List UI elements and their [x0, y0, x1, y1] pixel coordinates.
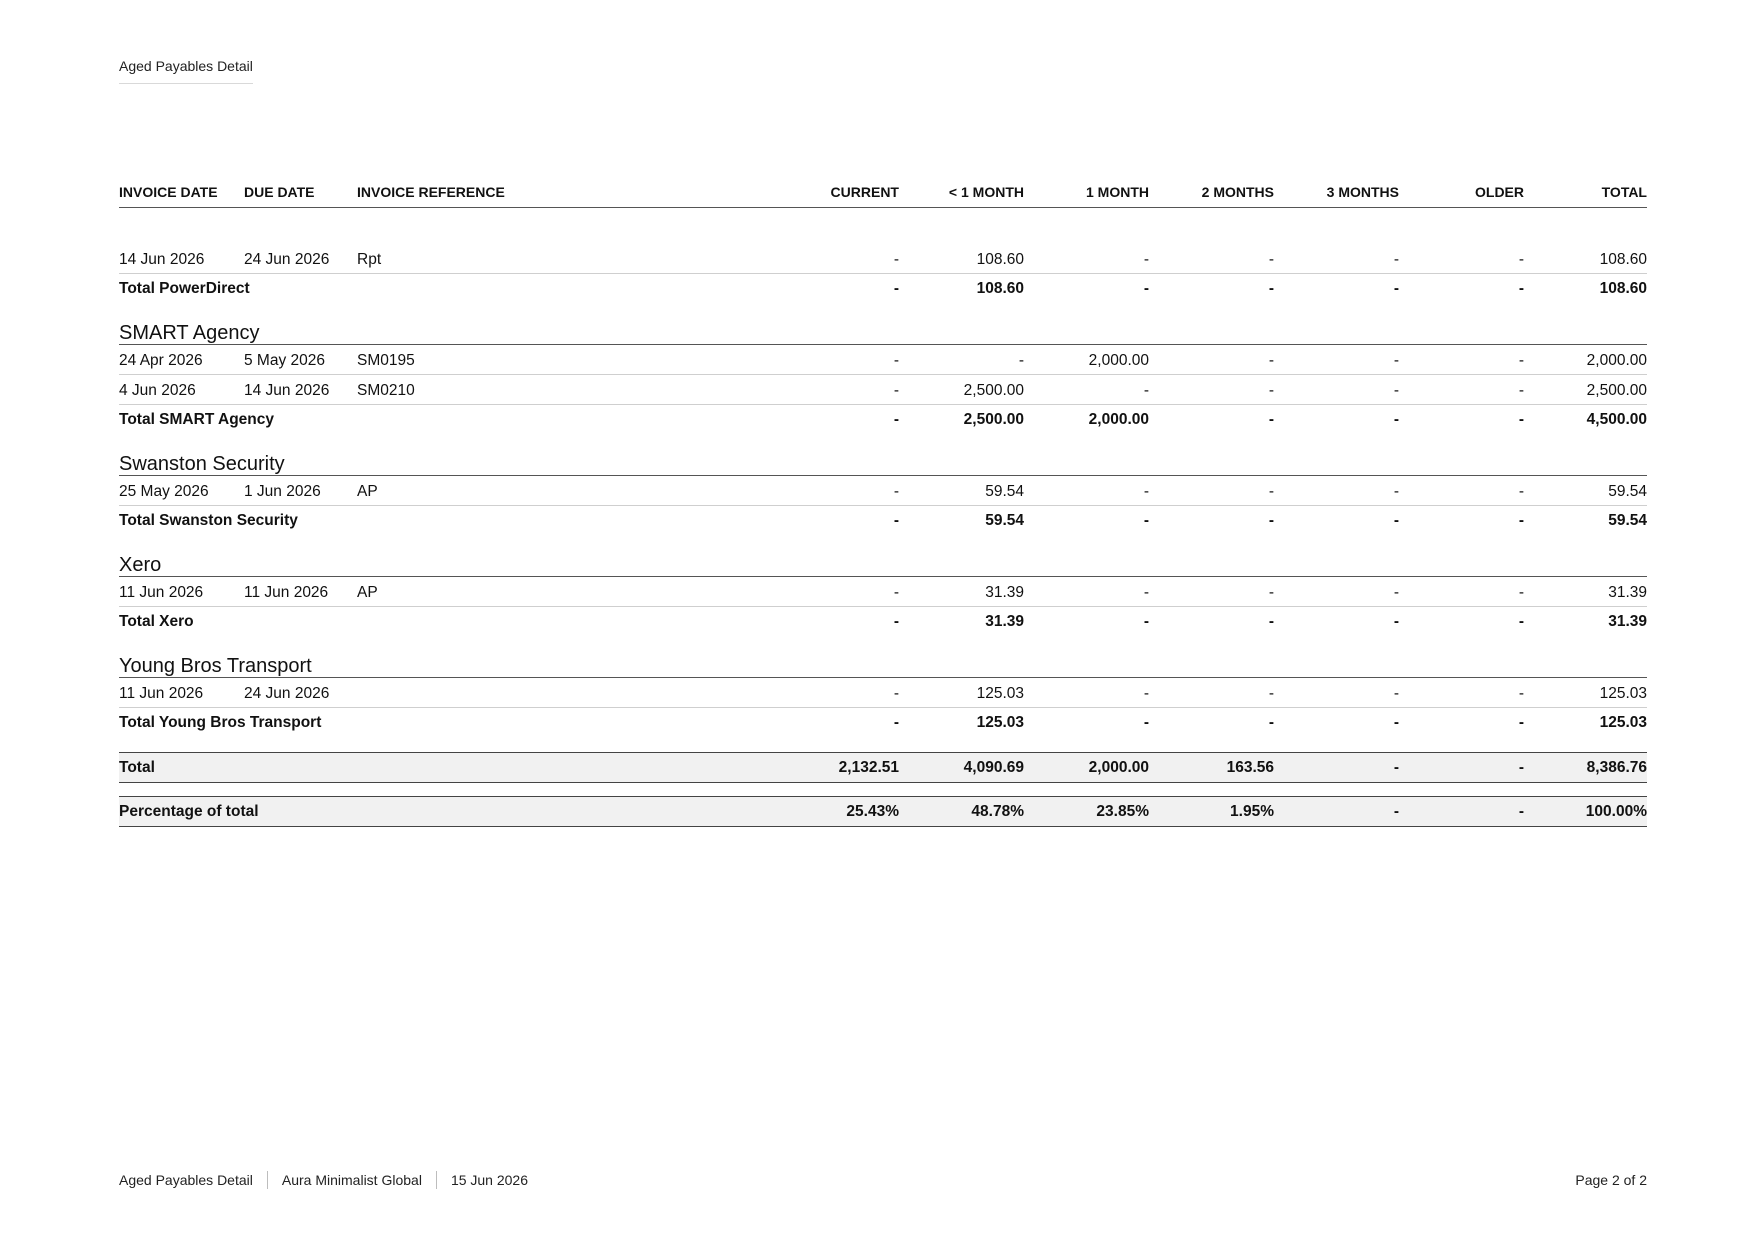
- total-lt-1-month: 31.39: [985, 613, 1024, 630]
- amount-older: -: [1518, 684, 1524, 702]
- total-current: -: [893, 512, 899, 529]
- total-2-months: -: [1268, 512, 1274, 529]
- invoice-date: 4 Jun 2026: [119, 381, 196, 399]
- amount-3-months: -: [1393, 684, 1399, 702]
- due-date: 24 Jun 2026: [244, 250, 330, 268]
- percentage-label: Percentage of total: [119, 802, 259, 820]
- column-header-row: [119, 181, 1647, 208]
- supplier-group-title: Young Bros Transport: [119, 652, 1647, 678]
- amount-lt-1-month: 108.60: [976, 250, 1024, 268]
- amount-2-months: -: [1268, 351, 1274, 369]
- amount-lt-1-month: 125.03: [976, 684, 1024, 702]
- total-lt-1-month: 59.54: [985, 512, 1024, 529]
- group-total-label: Total Young Bros Transport: [119, 714, 322, 731]
- column-header-due-date: DUE DATE: [244, 184, 315, 200]
- percentage-row: [119, 796, 1647, 827]
- footer-organisation: Aura Minimalist Global: [281, 1172, 422, 1188]
- total-total: 4,500.00: [1586, 411, 1647, 428]
- invoice-date: 24 Apr 2026: [119, 351, 203, 369]
- column-header-invoice-date: INVOICE DATE: [119, 184, 218, 200]
- grand-total-1-month: 2,000.00: [1088, 758, 1149, 776]
- invoice-reference: SM0195: [357, 351, 415, 369]
- percentage-lt-1-month: 48.78%: [971, 802, 1024, 820]
- total-older: -: [1518, 613, 1524, 630]
- total-2-months: -: [1268, 411, 1274, 428]
- group-total-row: [119, 274, 1647, 304]
- amount-1-month: -: [1143, 250, 1149, 268]
- amount-lt-1-month: 2,500.00: [963, 381, 1024, 399]
- group-total-row: [119, 506, 1647, 536]
- column-header-current: CURRENT: [830, 184, 899, 200]
- invoice-reference: Rpt: [357, 250, 382, 268]
- total-3-months: -: [1393, 512, 1399, 529]
- due-date: 24 Jun 2026: [244, 684, 330, 702]
- column-header-3-months: 3 MONTHS: [1326, 184, 1399, 200]
- invoice-reference: AP: [357, 583, 378, 601]
- amount-older: -: [1518, 250, 1524, 268]
- grand-total-older: -: [1518, 758, 1524, 776]
- amount-older: -: [1518, 482, 1524, 500]
- total-1-month: -: [1143, 512, 1149, 529]
- total-total: 125.03: [1599, 714, 1647, 731]
- due-date: 14 Jun 2026: [244, 381, 330, 399]
- amount-lt-1-month: 31.39: [985, 583, 1024, 601]
- total-total: 108.60: [1599, 280, 1647, 297]
- amount-current: -: [893, 250, 899, 268]
- total-1-month: 2,000.00: [1088, 411, 1149, 428]
- amount-3-months: -: [1393, 250, 1399, 268]
- invoice-row: [119, 244, 1647, 274]
- invoice-row: [119, 375, 1647, 405]
- amount-total: 108.60: [1599, 250, 1647, 268]
- group-total-label: Total SMART Agency: [119, 411, 275, 428]
- amount-current: -: [893, 381, 899, 399]
- column-header-2-months: 2 MONTHS: [1201, 184, 1274, 200]
- invoice-row: [119, 577, 1647, 607]
- total-total: 59.54: [1608, 512, 1647, 529]
- supplier-group-title: Swanston Security: [119, 450, 1647, 476]
- supplier-group-title: SMART Agency: [119, 319, 1647, 345]
- total-1-month: -: [1143, 613, 1149, 630]
- invoice-row: [119, 476, 1647, 506]
- total-current: -: [893, 714, 899, 731]
- column-header-invoice-reference: INVOICE REFERENCE: [357, 184, 505, 200]
- total-current: -: [893, 613, 899, 630]
- invoice-date: 25 May 2026: [119, 482, 209, 500]
- column-header-older: OLDER: [1475, 184, 1524, 200]
- total-2-months: -: [1268, 613, 1274, 630]
- amount-lt-1-month: -: [1018, 351, 1024, 369]
- amount-1-month: -: [1143, 482, 1149, 500]
- invoice-date: 11 Jun 2026: [119, 583, 204, 601]
- group-total-row: [119, 607, 1647, 637]
- total-3-months: -: [1393, 613, 1399, 630]
- total-2-months: -: [1268, 714, 1274, 731]
- report-header-title: Aged Payables Detail: [119, 58, 253, 84]
- amount-older: -: [1518, 583, 1524, 601]
- amount-older: -: [1518, 351, 1524, 369]
- grand-total-row: [119, 752, 1647, 783]
- amount-total: 2,500.00: [1586, 381, 1647, 399]
- invoice-row: [119, 678, 1647, 708]
- invoice-reference: AP: [357, 482, 378, 500]
- column-header-total: TOTAL: [1601, 184, 1647, 200]
- amount-1-month: -: [1143, 381, 1149, 399]
- total-older: -: [1518, 714, 1524, 731]
- total-1-month: -: [1143, 280, 1149, 297]
- invoice-row: [119, 345, 1647, 375]
- amount-older: -: [1518, 381, 1524, 399]
- total-3-months: -: [1393, 714, 1399, 731]
- invoice-reference: SM0210: [357, 381, 415, 399]
- amount-1-month: 2,000.00: [1088, 351, 1149, 369]
- grand-total-label: Total: [119, 758, 155, 776]
- total-older: -: [1518, 411, 1524, 428]
- total-3-months: -: [1393, 280, 1399, 297]
- amount-2-months: -: [1268, 250, 1274, 268]
- grand-total-3-months: -: [1393, 758, 1399, 776]
- percentage-3-months: -: [1393, 802, 1399, 820]
- amount-total: 59.54: [1608, 482, 1647, 500]
- grand-total-2-months: 163.56: [1226, 758, 1274, 776]
- total-lt-1-month: 2,500.00: [963, 411, 1024, 428]
- amount-lt-1-month: 59.54: [985, 482, 1024, 500]
- due-date: 11 Jun 2026: [244, 583, 329, 601]
- group-total-label: Total PowerDirect: [119, 280, 250, 297]
- percentage-2-months: 1.95%: [1230, 802, 1274, 820]
- total-older: -: [1518, 280, 1524, 297]
- amount-3-months: -: [1393, 482, 1399, 500]
- aged-payables-table: [119, 181, 1647, 827]
- percentage-1-month: 23.85%: [1096, 802, 1149, 820]
- percentage-older: -: [1518, 802, 1524, 820]
- amount-1-month: -: [1143, 583, 1149, 601]
- group-total-label: Total Xero: [119, 613, 194, 630]
- due-date: 5 May 2026: [244, 351, 325, 369]
- group-total-row: [119, 708, 1647, 738]
- supplier-group-title: Xero: [119, 551, 1647, 577]
- page-footer: [119, 1171, 1647, 1189]
- amount-2-months: -: [1268, 482, 1274, 500]
- due-date: 1 Jun 2026: [244, 482, 321, 500]
- footer-divider: [436, 1171, 437, 1189]
- invoice-reference: [357, 692, 797, 694]
- amount-current: -: [893, 684, 899, 702]
- group-total-label: Total Swanston Security: [119, 512, 298, 529]
- invoice-date: 14 Jun 2026: [119, 250, 205, 268]
- footer-divider: [267, 1171, 268, 1189]
- total-1-month: -: [1143, 714, 1149, 731]
- total-3-months: -: [1393, 411, 1399, 428]
- amount-1-month: -: [1143, 684, 1149, 702]
- amount-total: 2,000.00: [1586, 351, 1647, 369]
- invoice-date: 11 Jun 2026: [119, 684, 204, 702]
- column-header-lt-1-month: < 1 MONTH: [948, 184, 1024, 200]
- amount-current: -: [893, 583, 899, 601]
- column-header-1-month: 1 MONTH: [1086, 184, 1149, 200]
- amount-current: -: [893, 351, 899, 369]
- footer-report-name: Aged Payables Detail: [119, 1172, 253, 1188]
- footer-date: 15 Jun 2026: [450, 1172, 529, 1188]
- grand-total-total: 8,386.76: [1586, 758, 1647, 776]
- grand-total-current: 2,132.51: [838, 758, 899, 776]
- percentage-total: 100.00%: [1585, 802, 1647, 820]
- amount-current: -: [893, 482, 899, 500]
- amount-2-months: -: [1268, 583, 1274, 601]
- percentage-current: 25.43%: [846, 802, 899, 820]
- grand-total-lt-1-month: 4,090.69: [963, 758, 1024, 776]
- total-current: -: [893, 411, 899, 428]
- amount-3-months: -: [1393, 381, 1399, 399]
- total-total: 31.39: [1608, 613, 1647, 630]
- total-current: -: [893, 280, 899, 297]
- amount-3-months: -: [1393, 583, 1399, 601]
- amount-total: 31.39: [1608, 583, 1647, 601]
- amount-2-months: -: [1268, 684, 1274, 702]
- total-2-months: -: [1268, 280, 1274, 297]
- amount-2-months: -: [1268, 381, 1274, 399]
- amount-3-months: -: [1393, 351, 1399, 369]
- footer-page-number: Page 2 of 2: [1575, 1172, 1647, 1188]
- group-total-row: [119, 405, 1647, 435]
- total-lt-1-month: 108.60: [976, 280, 1024, 297]
- amount-total: 125.03: [1599, 684, 1647, 702]
- total-lt-1-month: 125.03: [976, 714, 1024, 731]
- total-older: -: [1518, 512, 1524, 529]
